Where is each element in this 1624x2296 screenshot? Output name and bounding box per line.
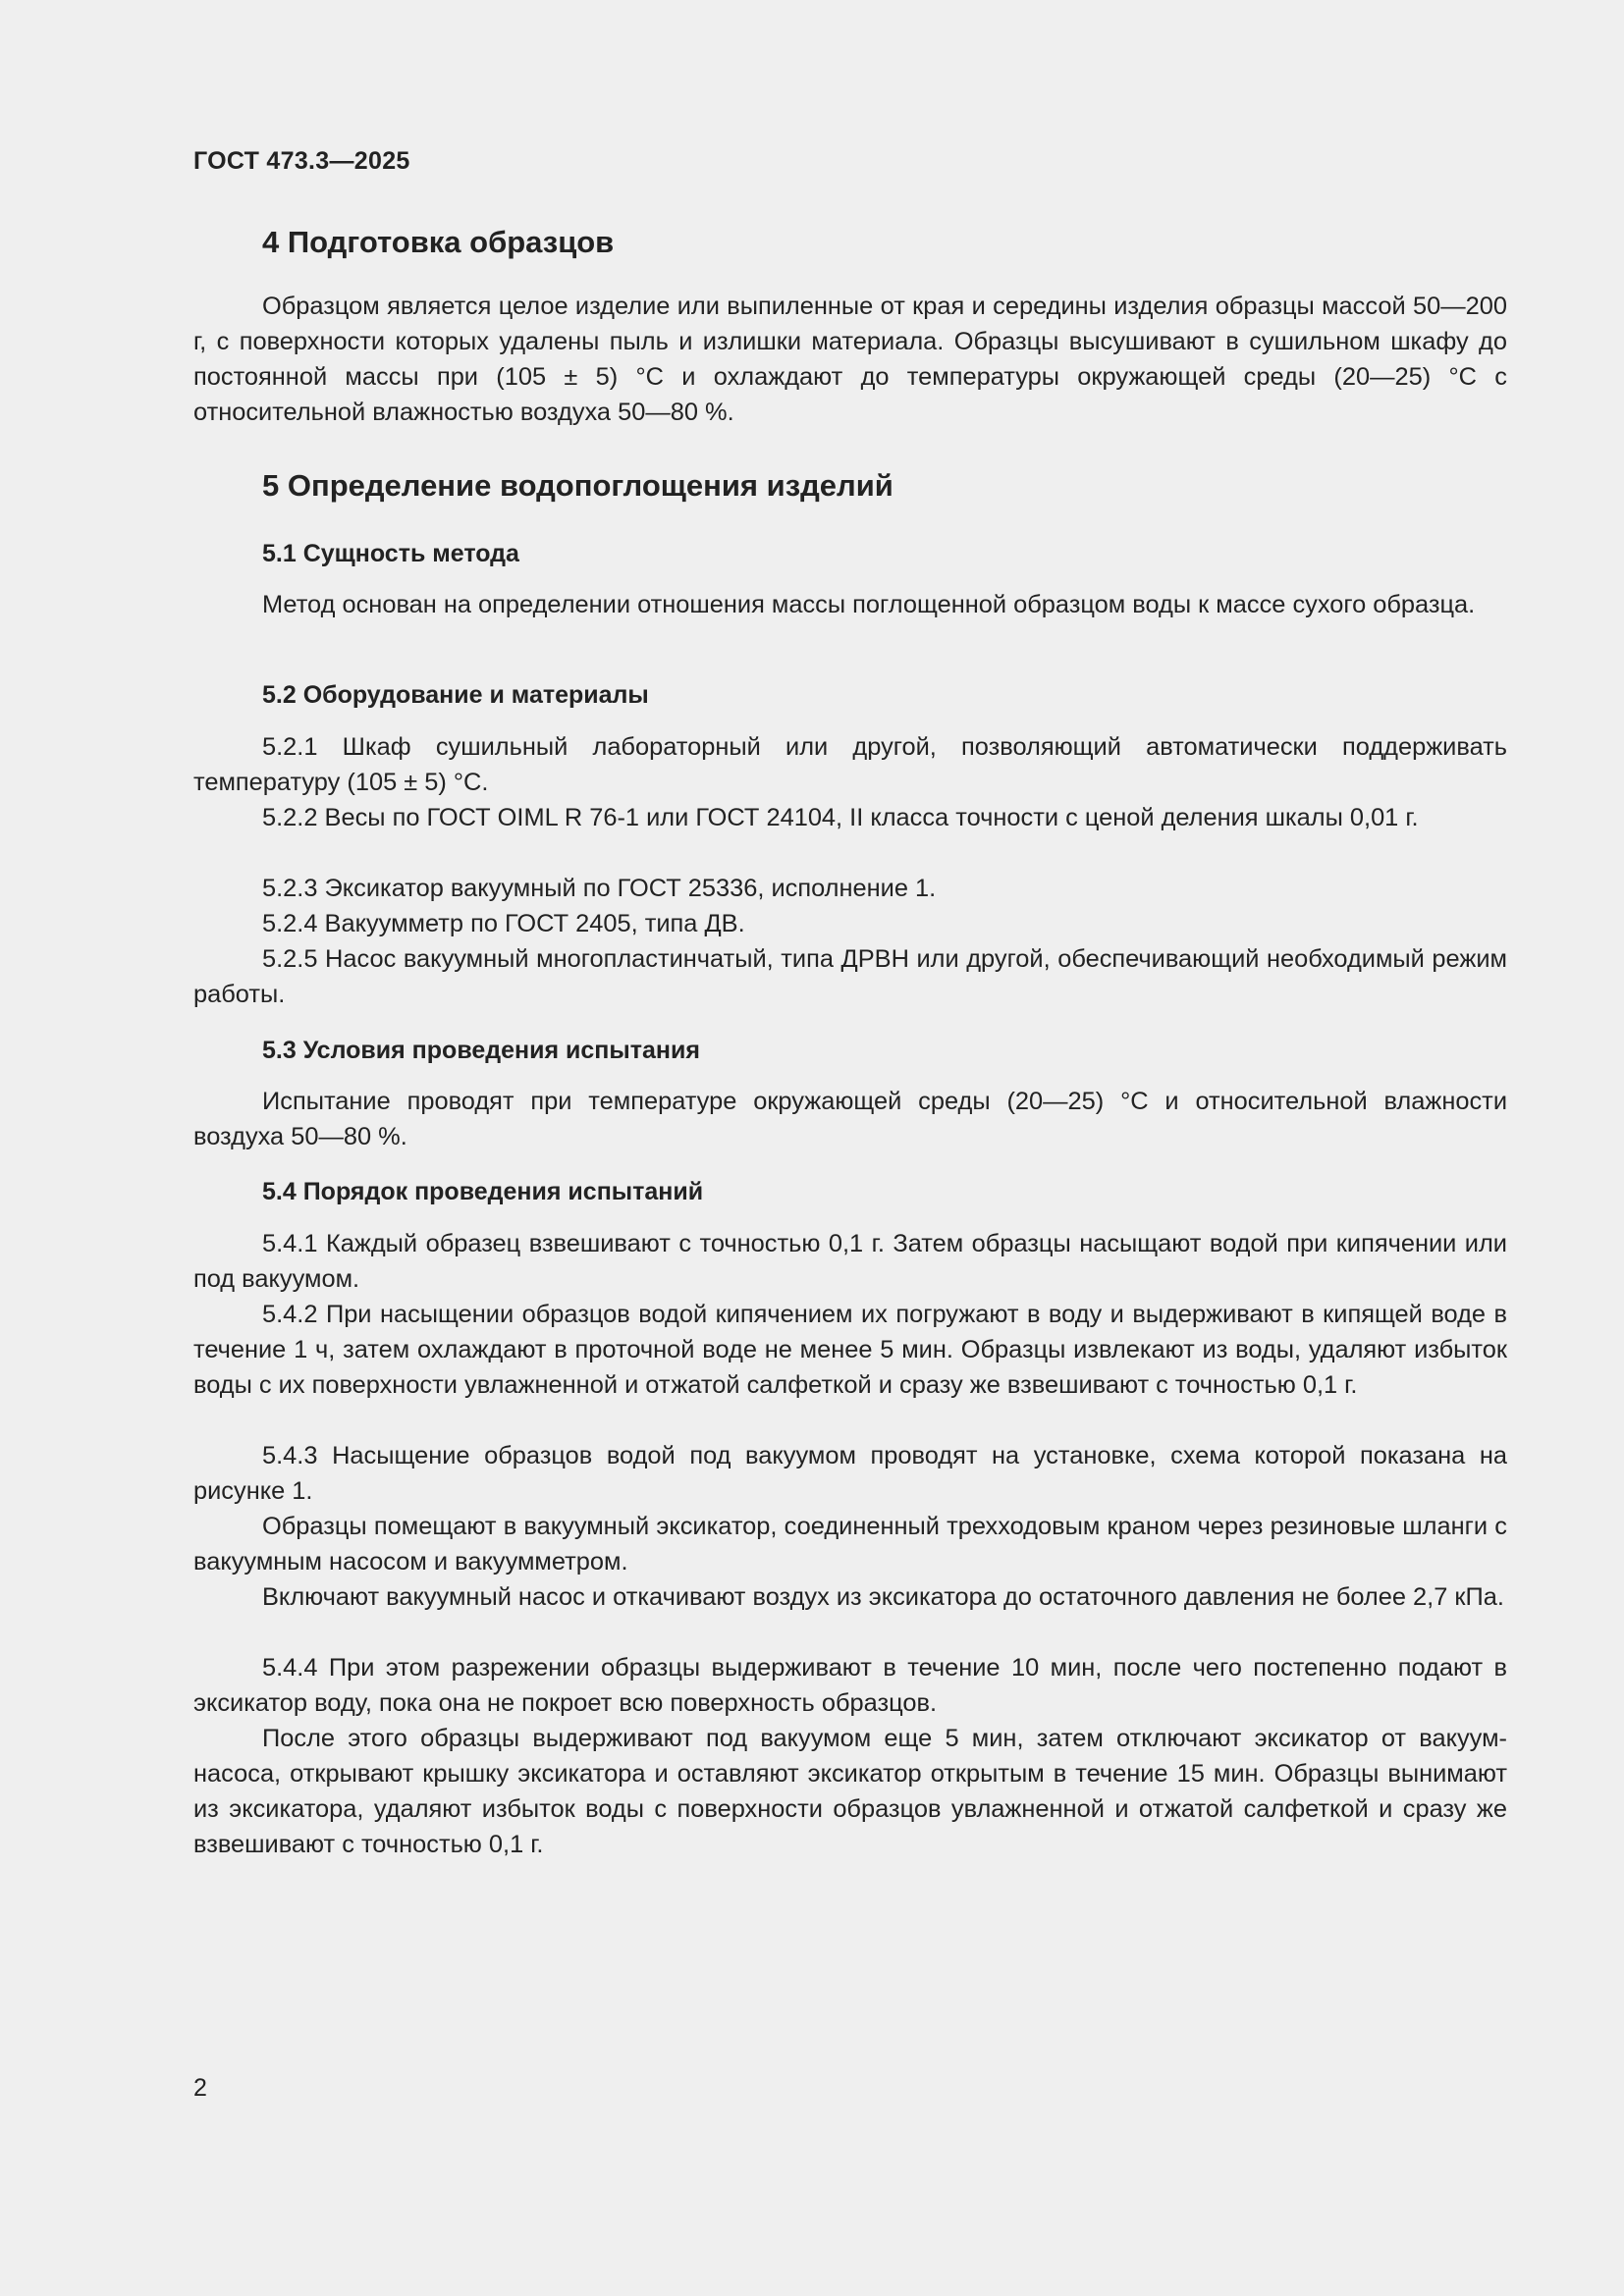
item-5-2-2: 5.2.2 Весы по ГОСТ OIML R 76-1 или ГОСТ 24104, II класса точности с ценой деления шкалы 0,01 г.: [262, 804, 1419, 831]
item-5-4-1: 5.4.1 Каждый образец взвешивают с точностью 0,1 г. Затем образцы насыщают водой при кипячении или под вакуумом.: [193, 1230, 1507, 1293]
section-4-heading: 4 Подготовка образцов: [262, 225, 615, 259]
section-5-4-heading: 5.4 Порядок проведения испытаний: [262, 1178, 704, 1205]
section-5-3-heading: 5.3 Условия проведения испытания: [262, 1037, 700, 1064]
item-5-2-5: 5.2.5 Насос вакуумный многопластинчатый, типа ДРВН или другой, обеспечивающий необходимый режим работы.: [193, 945, 1507, 1008]
section-5-3-paragraph: Испытание проводят при температуре окружающей среды (20—25) °С и относительной влажности воздуха 50—80 %.: [193, 1088, 1507, 1150]
item-5-4-4-paragraph-2: После этого образцы выдерживают под вакуумом еще 5 мин, затем отключают эксикатор от вакуум-насоса, открывают крышку эксикатора и оставляют эксикатор открытым в течение 15 мин. Образцы вынимают из эксикатора, удаляют избыток воды с поверхности образцов увлажненной и отжатой салфеткой и сразу же взвешивают с точностью 0,1 г.: [193, 1725, 1507, 1858]
item-5-2-3: 5.2.3 Эксикатор вакуумный по ГОСТ 25336, исполнение 1.: [262, 875, 937, 902]
item-5-4-4: 5.4.4 При этом разрежении образцы выдерживают в течение 10 мин, после чего постепенно подают в эксикатор воду, пока она не покроет всю поверхность образцов.: [193, 1654, 1507, 1717]
document-code-header: ГОСТ 473.3—2025: [193, 147, 410, 175]
section-5-heading: 5 Определение водопоглощения изделий: [262, 468, 893, 503]
item-5-2-1: 5.2.1 Шкаф сушильный лабораторный или другой, позволяющий автоматически поддерживать температуру (105 ± 5) °С.: [193, 733, 1507, 796]
section-4-paragraph: Образцом является целое изделие или выпиленные от края и середины изделия образцы массой 50—200 г, с поверхности которых удалены пыль и излишки материала. Образцы высушивают в сушильном шкафу до постоянной массы при (105 ± 5) °С и охлаждают до температуры окружающей среды (20—25) °С с относительной влажностью воздуха 50—80 %.: [193, 293, 1507, 426]
item-5-4-3-paragraph-2: Образцы помещают в вакуумный эксикатор, соединенный трехходовым краном через резиновые шланги с вакуумным насосом и вакуумметром.: [193, 1513, 1507, 1575]
item-5-2-4: 5.2.4 Вакуумметр по ГОСТ 2405, типа ДВ.: [262, 910, 745, 937]
page-number: 2: [193, 2074, 207, 2102]
item-5-4-3: 5.4.3 Насыщение образцов водой под вакуумом проводят на установке, схема которой показана на рисунке 1.: [193, 1442, 1507, 1505]
section-5-1-paragraph: Метод основан на определении отношения массы поглощенной образцом воды к массе сухого образца.: [262, 591, 1476, 618]
item-5-4-3-paragraph-3: Включают вакуумный насос и откачивают воздух из эксикатора до остаточного давления не более 2,7 кПа.: [262, 1583, 1504, 1611]
section-5-2-heading: 5.2 Оборудование и материалы: [262, 681, 649, 709]
section-5-1-heading: 5.1 Сущность метода: [262, 540, 519, 567]
item-5-4-2: 5.4.2 При насыщении образцов водой кипячением их погружают в воду и выдерживают в кипящей воде в течение 1 ч, затем охлаждают в проточной воде не менее 5 мин. Образцы извлекают из воды, удаляют избыток воды с их поверхности увлажненной и отжатой салфеткой и сразу же взвешивают с точностью 0,1 г.: [193, 1301, 1507, 1399]
